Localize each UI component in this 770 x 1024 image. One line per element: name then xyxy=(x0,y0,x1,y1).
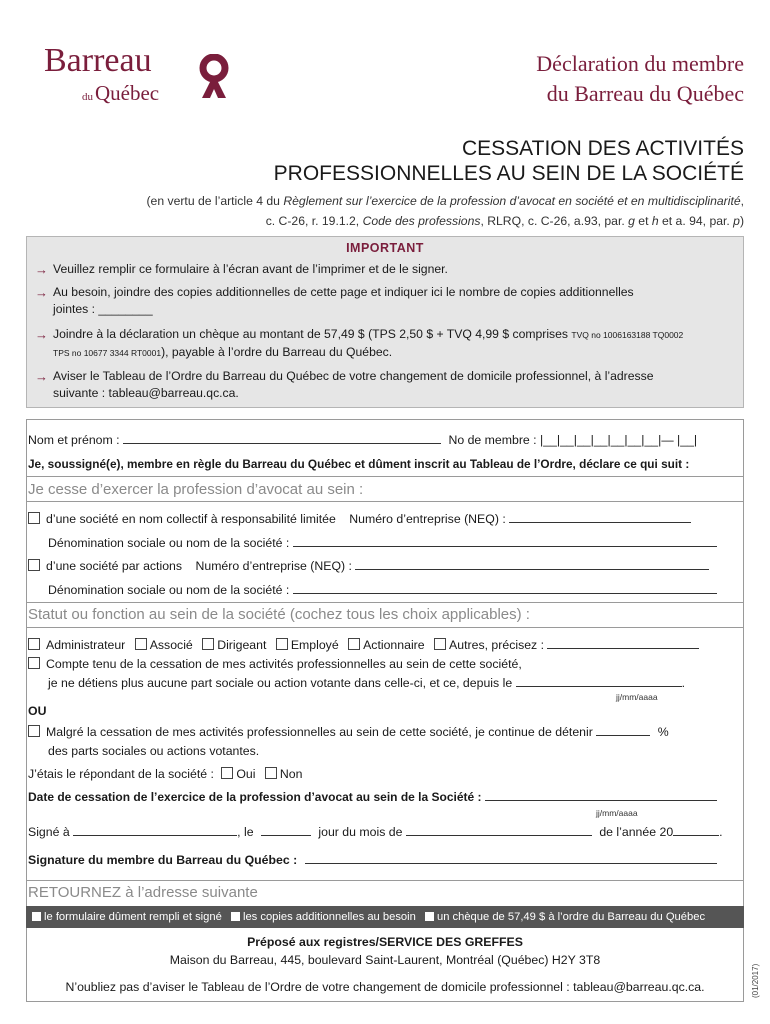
important-item-text: Au besoin, joindre des copies additionnelles de cette page et indiquer ici le nombre de copies additionnelles xyxy=(53,285,634,299)
autres-field[interactable] xyxy=(547,637,699,649)
non-label: Non xyxy=(279,767,303,781)
compte-row xyxy=(28,656,522,672)
legal-ref-text: , RLRQ, c. C-26, a.93, par. xyxy=(480,214,629,228)
cheque-text: ), payable à l’ordre du Barreau du Québec. xyxy=(161,345,393,359)
important-title: IMPORTANT xyxy=(346,241,424,255)
actionnaire-checkbox[interactable] xyxy=(348,638,360,650)
signature-row xyxy=(28,852,717,868)
signe-row: Signé à , le jour du mois de de l’année 20 . xyxy=(28,825,723,839)
barreau-logo-icon xyxy=(196,54,232,100)
snc-checkbox[interactable] xyxy=(28,512,40,524)
malgre-row xyxy=(28,724,669,740)
annee-field[interactable] xyxy=(673,824,719,836)
statut-options-row xyxy=(28,637,699,653)
name-label: Nom et prénom : xyxy=(28,433,120,447)
spa-neq-field[interactable] xyxy=(355,558,709,570)
employe-checkbox[interactable] xyxy=(276,638,288,650)
important-item-2 xyxy=(35,284,634,318)
date-cessation-label: Date de cessation de l’exercice de la profession d’avocat au sein de la Société : xyxy=(28,790,482,804)
logo-wordmark: Barreau xyxy=(44,42,152,79)
name-field[interactable] xyxy=(123,432,441,444)
important-item-text xyxy=(53,326,683,344)
ou-label: OU xyxy=(28,704,47,718)
logo-subtitle xyxy=(82,82,159,108)
cheque-text: Joindre à la déclaration un chèque au montant de 57,49 $ (TPS 2,50 $ + TVQ 4,99 $ comprises xyxy=(53,327,572,341)
divider xyxy=(26,501,744,502)
rappel-line: N’oubliez pas d’aviser le Tableau de l’Ordre de votre changement de domicile professionnel : tableau@barreau.qc.ca. xyxy=(65,980,705,994)
legal-reference-line-2 xyxy=(24,211,744,231)
important-item-text: jointes : ________ xyxy=(53,302,153,316)
arrow-right-icon: → xyxy=(35,327,48,342)
repondant-label: J’étais le répondant de la société : xyxy=(28,767,214,781)
spa-checkbox[interactable] xyxy=(28,559,40,571)
retour-item-text: un chèque de 57,49 $ à l’ordre du Barreau du Québec xyxy=(436,911,706,923)
declaration-heading xyxy=(536,49,744,109)
legal-ref-text: et xyxy=(634,214,652,228)
important-item-3 xyxy=(35,326,683,362)
form-title xyxy=(274,136,744,186)
divider xyxy=(26,476,744,477)
date-format-hint: jj/mm/aaaa xyxy=(616,692,658,702)
jour-field[interactable] xyxy=(261,824,311,836)
dirigeant-label: Dirigeant xyxy=(217,638,267,652)
neq-label: Numéro d’entreprise (NEQ) : xyxy=(349,512,506,526)
legal-ref-text: et a. 94, par. xyxy=(658,214,734,228)
retour-item-1 xyxy=(32,911,222,923)
date-cessation-row xyxy=(28,789,717,805)
repondant-row xyxy=(28,766,302,782)
divider xyxy=(26,602,744,603)
important-item-1 xyxy=(35,261,448,278)
dirigeant-checkbox[interactable] xyxy=(202,638,214,650)
neq-label: Numéro d’entreprise (NEQ) : xyxy=(195,559,352,573)
legal-ref-code: Code des professions xyxy=(362,214,481,228)
declaration-statement: Je, soussigné(e), membre en règle du Barreau du Québec et dûment inscrit au Tableau de l’Ordre, déclare ce qui suit : xyxy=(28,457,690,471)
legal-ref-text: g xyxy=(628,214,635,228)
legal-ref-text: (en vertu de l’article 4 du xyxy=(146,194,284,208)
annee-label: de l’année 20 xyxy=(599,825,674,839)
compte-row-2: je ne détiens plus aucune part sociale ou action votante dans celle-ci, et ce, depuis le . xyxy=(48,676,686,690)
divider xyxy=(26,627,744,628)
snc-label: d’une société en nom collectif à responsabilité limitée xyxy=(46,512,336,526)
signature-field[interactable] xyxy=(305,852,717,864)
name-row xyxy=(28,432,697,448)
spa-row xyxy=(28,558,709,574)
depuis-date-field[interactable] xyxy=(516,675,682,687)
tvq-number: TVQ no 1006163188 TQ0002 xyxy=(571,330,684,340)
legal-ref-text: h xyxy=(651,214,659,228)
member-number-label: No de membre : xyxy=(448,433,537,447)
autres-label: Autres, précisez : xyxy=(449,638,545,652)
important-item-4 xyxy=(35,368,653,402)
important-item-text: suivante : tableau@barreau.qc.ca. xyxy=(53,386,239,400)
spa-label: d’une société par actions xyxy=(46,559,183,573)
legal-ref-text: ) xyxy=(739,214,744,228)
oui-checkbox[interactable] xyxy=(221,767,233,779)
date-cessation-field[interactable] xyxy=(485,789,717,801)
arrow-right-icon: → xyxy=(35,262,48,277)
arrow-right-icon: → xyxy=(35,285,48,300)
malgre-checkbox[interactable] xyxy=(28,725,40,737)
malgre-text: Malgré la cessation de mes activités professionnelles au sein de cette société, je continue de détenir xyxy=(46,725,593,739)
important-box xyxy=(26,236,744,408)
prepose-line: Préposé aux registres/SERVICE DES GREFFES xyxy=(247,935,523,949)
denom-label: Dénomination sociale ou nom de la société : xyxy=(48,583,290,597)
declaration-line-2: du Barreau du Québec xyxy=(546,81,744,106)
spa-denom-row xyxy=(48,582,717,598)
divider xyxy=(26,880,744,881)
legal-ref-reglement: Règlement sur l’exercice de la profession d’avocat en société et en multidisciplinarité xyxy=(283,194,741,208)
snc-denom-row xyxy=(48,535,717,551)
signature-label: Signature du membre du Barreau du Québec : xyxy=(28,853,298,867)
non-checkbox[interactable] xyxy=(265,767,277,779)
associe-label: Associé xyxy=(149,638,193,652)
retour-item-2 xyxy=(231,911,416,923)
compte-text: je ne détiens plus aucune part sociale ou action votante dans celle-ci, et ce, depuis le xyxy=(48,676,513,690)
signe-a-label: Signé à xyxy=(28,825,70,839)
retour-checklist-bar xyxy=(26,906,744,928)
tps-number: TPS no 10677 3344 RT0001 xyxy=(53,348,162,358)
mois-field[interactable] xyxy=(406,824,592,836)
date-format-hint: jj/mm/aaaa xyxy=(596,808,638,818)
legal-reference xyxy=(24,191,744,231)
arrow-right-icon: → xyxy=(35,369,48,384)
form-title-line-1: CESSATION DES ACTIVITÉS xyxy=(461,137,744,160)
denom-label: Dénomination sociale ou nom de la société : xyxy=(48,536,290,550)
jour-mois-label: jour du mois de xyxy=(318,825,403,839)
legal-ref-text: p xyxy=(733,214,740,228)
important-item-text: Aviser le Tableau de l’Ordre du Barreau du Québec de votre changement de domicile professionnel, à l’adresse xyxy=(53,369,654,383)
adresse-line: Maison du Barreau, 445, boulevard Saint-Laurent, Montréal (Québec) H2Y 3T8 xyxy=(169,953,601,967)
form-title-line-2: PROFESSIONNELLES AU SEIN DE LA SOCIÉTÉ xyxy=(273,162,744,185)
employe-label: Employé xyxy=(290,638,339,652)
legal-ref-text: , xyxy=(740,194,744,208)
snc-neq-field[interactable] xyxy=(509,511,691,523)
member-number-field[interactable]: |__|__|__|__|__|__|__|— |__| xyxy=(540,433,698,447)
form-version-code: (01/2017) xyxy=(751,963,760,998)
retour-checkbox-3[interactable] xyxy=(425,912,434,921)
important-item-text xyxy=(53,344,683,362)
compte-text: Compte tenu de la cessation de mes activités professionnelles au sein de cette société, xyxy=(46,657,522,671)
malgre-row-2: des parts sociales ou actions votantes. xyxy=(48,744,260,758)
retour-item-text: le formulaire dûment rempli et signé xyxy=(44,911,222,923)
retour-checkbox-1[interactable] xyxy=(32,912,41,921)
snc-row xyxy=(28,511,691,527)
admin-checkbox[interactable] xyxy=(28,638,40,650)
retour-item-3 xyxy=(425,911,705,923)
percent-field[interactable] xyxy=(596,724,650,736)
legal-reference-line-1 xyxy=(24,191,744,211)
legal-ref-text: c. C-26, r. 19.1.2, xyxy=(265,214,363,228)
signe-lieu-field[interactable] xyxy=(73,824,237,836)
compte-checkbox[interactable] xyxy=(28,657,40,669)
section-statut-title: Statut ou fonction au sein de la société (cochez tous les choix applicables) : xyxy=(28,606,530,623)
admin-label: Administrateur xyxy=(46,638,126,652)
spa-denom-field[interactable] xyxy=(293,582,717,594)
autres-checkbox[interactable] xyxy=(434,638,446,650)
logo-du: du xyxy=(82,91,93,103)
retour-title: RETOURNEZ à l’adresse suivante xyxy=(28,884,258,901)
associe-checkbox[interactable] xyxy=(135,638,147,650)
declaration-line-1: Déclaration du membre xyxy=(536,51,744,76)
le-label: , le xyxy=(237,825,254,839)
logo-quebec: Québec xyxy=(95,81,160,105)
section-cessation-title: Je cesse d’exercer la profession d’avocat au sein : xyxy=(28,481,364,498)
snc-denom-field[interactable] xyxy=(293,535,717,547)
retour-item-text: les copies additionnelles au besoin xyxy=(242,911,416,923)
percent-sign: % xyxy=(657,725,669,739)
important-item-text: Veuillez remplir ce formulaire à l’écran avant de l’imprimer et de le signer. xyxy=(53,262,448,276)
retour-checkbox-2[interactable] xyxy=(231,912,240,921)
actionnaire-label: Actionnaire xyxy=(363,638,425,652)
oui-label: Oui xyxy=(236,767,256,781)
